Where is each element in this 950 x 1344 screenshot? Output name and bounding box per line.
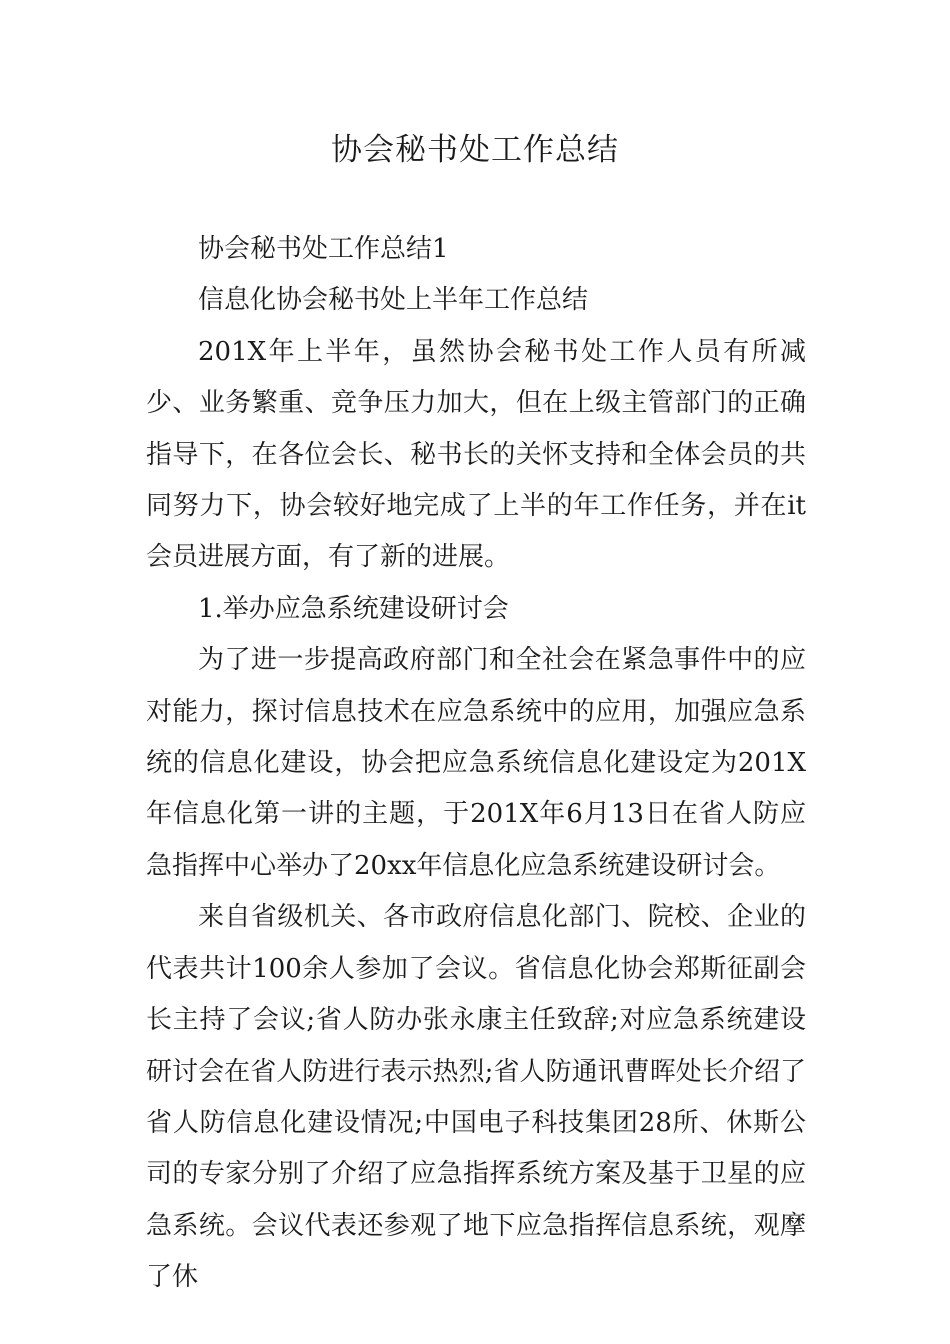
document-body: [146, 224, 806, 1304]
paragraph-section-1-heading: 1.举办应急系统建设研讨会: [198, 593, 509, 624]
document-title: 协会秘书处工作总结: [331, 132, 619, 168]
paragraph-section-1-details: 来自省级机关、各市政府信息化部门、院校、企业的代表共计100余人参加了会议。省信息化协会郑斯征副会长主持了会议;省人防办张永康主任致辞;对应急系统建设研讨会在省人防进行表示热烈;省人防通讯曹晖处长介绍了省人防信息化建设情况;中国电子科技集团28所、休斯公司的专家分别了介绍了应急指挥系统方案及基于卫星的应急系统。会议代表还参观了地下应急指挥信息系统，观摩了休: [146, 902, 806, 1293]
paragraph-intro: 201X年上半年，虽然协会秘书处工作人员有所减少、业务繁重、竞争压力加大，但在上级主管部门的正确指导下，在各位会长、秘书长的关怀支持和全体会员的共同努力下，协会较好地完成了上半的年工作任务，并在it会员进展方面，有了新的进展。: [146, 336, 806, 573]
paragraph-heading-1: 协会秘书处工作总结1: [198, 234, 449, 264]
paragraph-section-1-body: 为了进一步提高政府部门和全社会在紧急事件中的应对能力，探讨信息技术在应急系统中的应用，加强应急系统的信息化建设，协会把应急系统信息化建设定为201X年信息化第一讲的主题，于201X年6月13日在省人防应急指挥中心举办了20xx年信息化应急系统建设研讨会。: [146, 645, 806, 881]
paragraph-subtitle: 信息化协会秘书处上半年工作总结: [198, 285, 589, 316]
